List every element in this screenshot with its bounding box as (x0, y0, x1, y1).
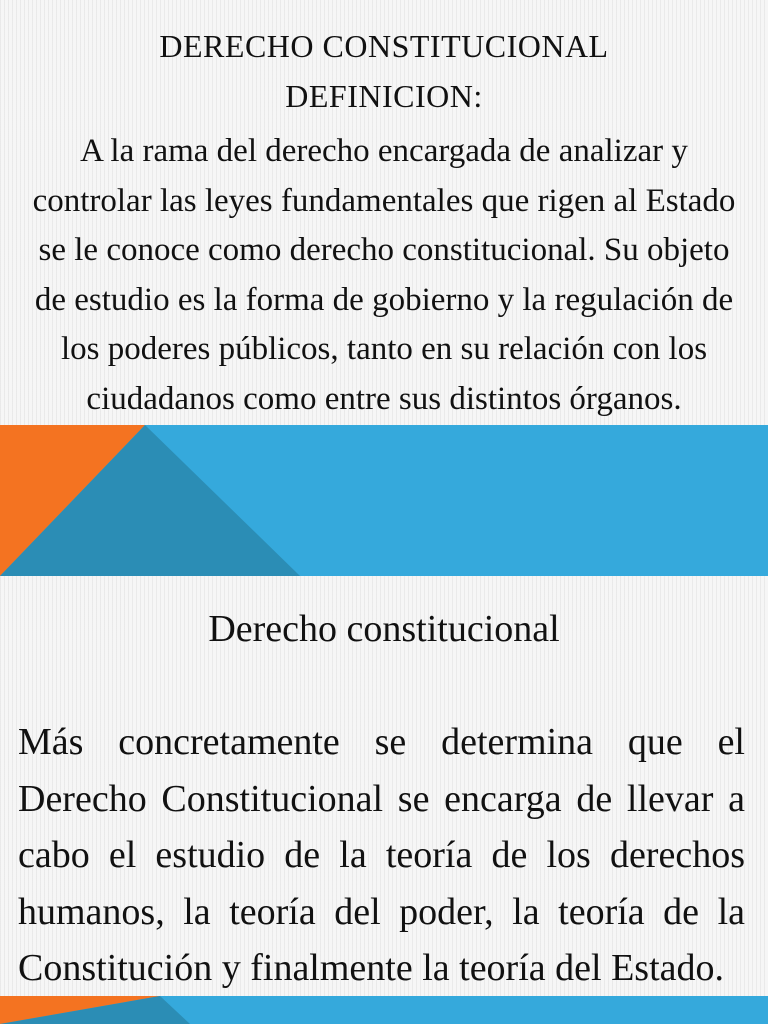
slide-2-title: Derecho constitucional (208, 608, 560, 650)
triangle-decoration (0, 425, 300, 576)
slide-2 (0, 576, 768, 1024)
heading-line-2: DEFINICION: (285, 78, 483, 114)
definition-paragraph: A la rama del derecho encargada de analizar y controlar las leyes fundamentales que rigen al Estado se le conoce como derecho constitucional. Su objeto de estudio es la forma de gobierno y la regulación de los poderes públicos, tanto en su relación con los ciudadanos como entre sus distintos órganos. (32, 133, 736, 417)
slide-2-paragraph: Más concretamente se determina que el Derecho Constitucional se encarga de llevar a cabo el estudio de la teoría de los derechos humanos, la teoría del poder, la teoría de la Constitución y finalmente la teoría del Estado. (18, 721, 745, 989)
heading-line-1: DERECHO CONSTITUCIONAL (159, 28, 609, 64)
bottom-triangle-decoration (0, 996, 190, 1024)
